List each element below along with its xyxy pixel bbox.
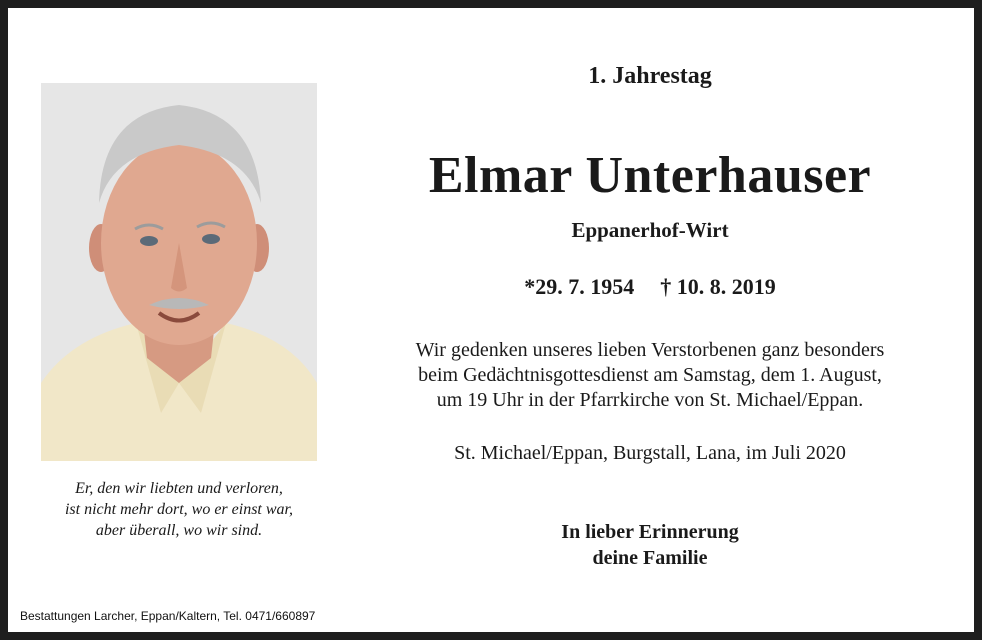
birth-date: *29. 7. 1954	[524, 274, 635, 299]
deceased-role: Eppanerhof-Wirt	[571, 218, 729, 242]
quote-line: ist nicht mehr dort, wo er einst war,	[64, 501, 293, 518]
body-line: beim Gedächtnisgottesdienst am Samstag, dem 1. August,	[418, 364, 882, 386]
death-date: † 10. 8. 2019	[660, 274, 776, 299]
deceased-name: Elmar Unterhauser	[428, 147, 872, 204]
quote-line: aber überall, wo wir sind.	[95, 522, 263, 539]
portrait-photo	[41, 83, 317, 461]
life-dates	[348, 274, 952, 300]
memorial-service-text	[348, 338, 952, 413]
closing-line: deine Familie	[592, 547, 708, 569]
quote-line: Er, den wir liebten und verloren,	[75, 480, 283, 497]
closing-line: In lieber Erinnerung	[561, 521, 739, 543]
obituary-card	[8, 8, 974, 632]
funeral-home-footer: Bestattungen Larcher, Eppan/Kaltern, Tel. 0471/660897	[20, 609, 316, 623]
body-line: um 19 Uhr in der Pfarrkirche von St. Michael/Eppan.	[436, 389, 864, 411]
body-line: Wir gedenken unseres lieben Verstorbenen ganz besonders	[415, 339, 885, 361]
memorial-quote	[28, 478, 330, 541]
anniversary-heading: 1. Jahrestag	[588, 63, 712, 89]
place-and-date: St. Michael/Eppan, Burgstall, Lana, im Juli 2020	[454, 442, 846, 464]
closing-signature	[348, 519, 952, 571]
